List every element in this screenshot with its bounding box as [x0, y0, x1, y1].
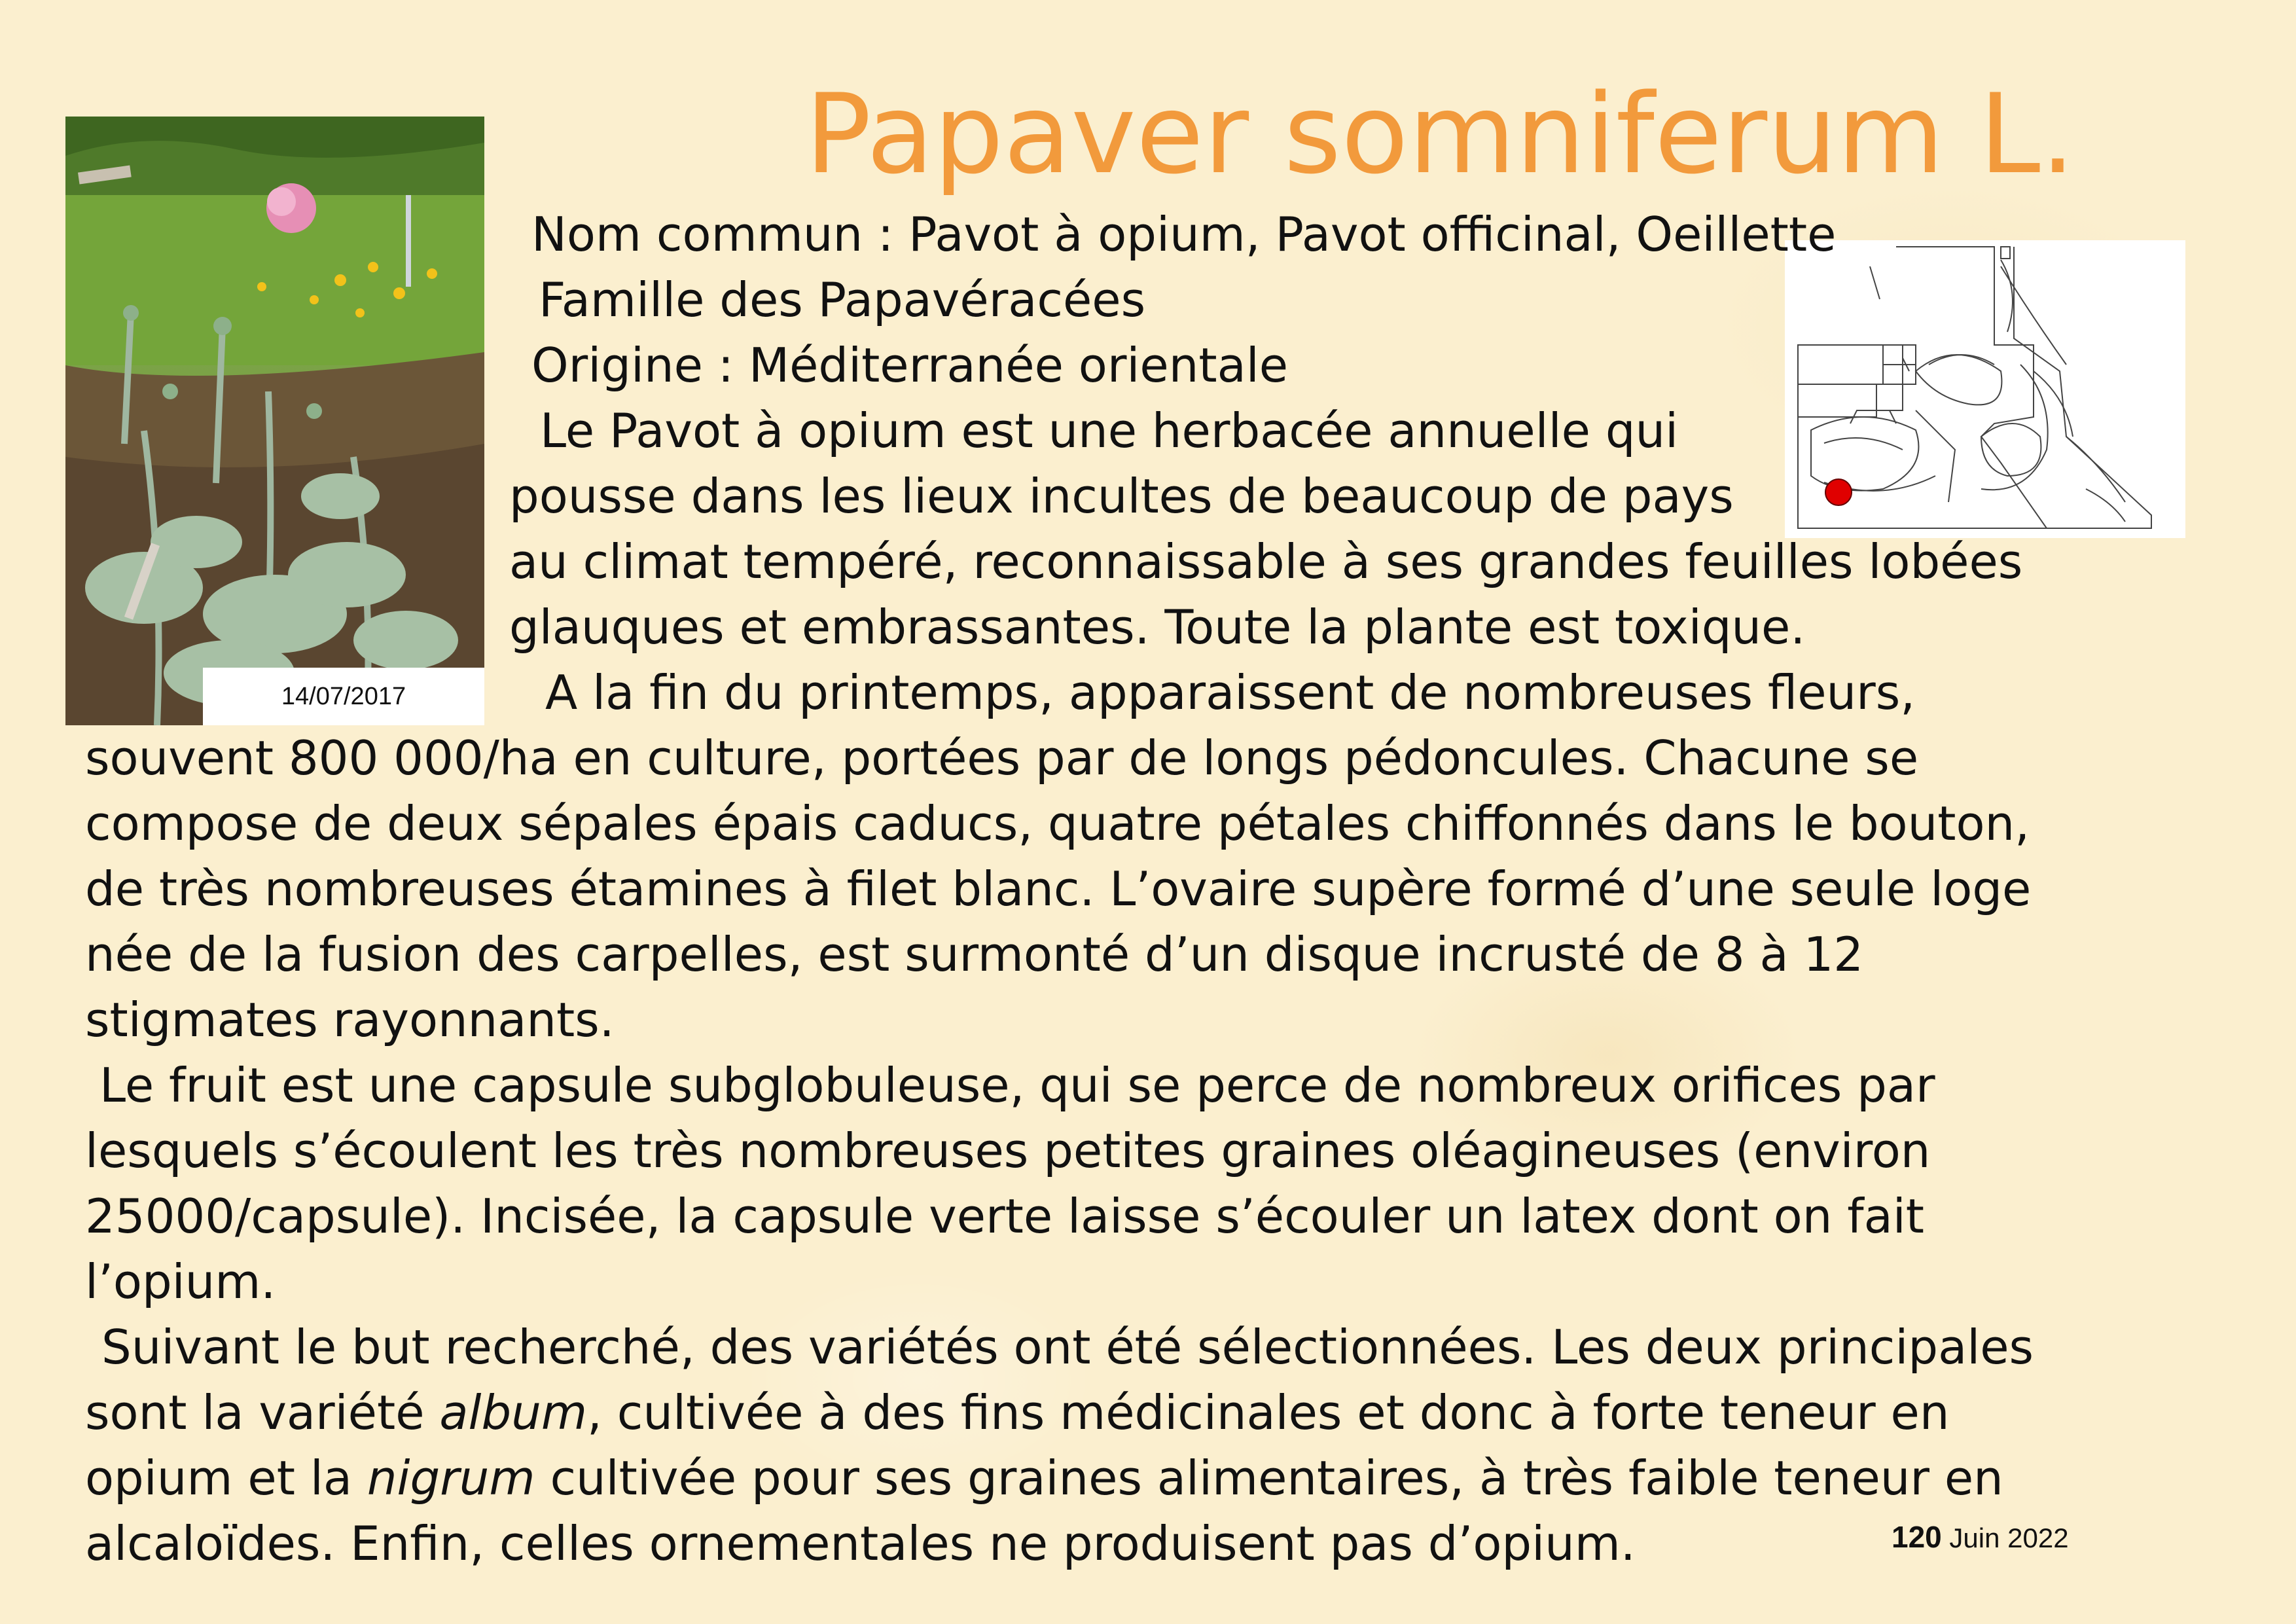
plant-photo: [65, 117, 484, 725]
text-line: lesquels s’écoulent les très nombreuses petites graines oléagineuses (environ: [85, 1123, 1931, 1178]
text-line: Suivant le but recherché, des variétés ont été sélectionnées. Les deux principales: [101, 1320, 2034, 1375]
poppy-photo-image: [65, 117, 484, 725]
garden-plan-image: [1785, 240, 2185, 538]
text-line: l’opium.: [85, 1254, 276, 1309]
text-line: Le fruit est une capsule subglobuleuse, qui se perce de nombreux orifices par: [99, 1058, 1935, 1113]
page-number: 120: [1892, 1520, 1942, 1554]
page-title: Papaver somniferum L.: [805, 70, 2075, 198]
text-line: [85, 1445, 2003, 1511]
text-line: compose de deux sépales épais caducs, quatre pétales chiffonnés dans le bouton,: [85, 796, 2030, 851]
text-line: stigmates rayonnants.: [85, 992, 615, 1047]
footer: [1892, 1517, 2069, 1558]
text-line: [85, 1380, 1949, 1445]
text-segment: , cultivée à des fins médicinales et donc à forte teneur en: [586, 1385, 1950, 1440]
variety-name: nigrum: [367, 1451, 535, 1506]
variety-name: album: [439, 1385, 587, 1440]
text-line: pousse dans les lieux incultes de beaucoup de pays: [509, 469, 1734, 524]
text-segment: opium et la: [85, 1451, 367, 1506]
text-line: 25000/capsule). Incisée, la capsule verte laisse s’écouler un latex dont on fait: [85, 1189, 1924, 1244]
text-line: de très nombreuses étamines à filet blanc. L’ovaire supère formé d’une seule loge: [85, 861, 2032, 916]
text-line: Nom commun : Pavot à opium, Pavot officinal, Oeillette: [531, 207, 1837, 262]
text-line: au climat tempéré, reconnaissable à ses grandes feuilles lobées: [509, 534, 2023, 589]
text-line: alcaloïdes. Enfin, celles ornementales ne produisent pas d’opium.: [85, 1516, 1636, 1571]
text-segment: cultivée pour ses graines alimentaires, à très faible teneur en: [535, 1451, 2003, 1506]
text-line: glauques et embrassantes. Toute la plante est toxique.: [509, 600, 1806, 655]
text-line: Famille des Papavéracées: [539, 272, 1146, 327]
photo-date-label: 14/07/2017: [203, 668, 484, 725]
text-line: A la fin du printemps, apparaissent de nombreuses fleurs,: [545, 665, 1916, 720]
text-line: Origine : Méditerranée orientale: [531, 338, 1289, 393]
publication-date: Juin 2022: [1949, 1523, 2069, 1553]
text-line: Le Pavot à opium est une herbacée annuelle qui: [540, 403, 1679, 458]
garden-location-map: [1785, 240, 2185, 538]
text-segment: sont la variété: [85, 1385, 440, 1440]
text-line: née de la fusion des carpelles, est surmonté d’un disque incrusté de 8 à 12: [85, 927, 1864, 982]
text-line: souvent 800 000/ha en culture, portées par de longs pédoncules. Chacune se: [85, 731, 1919, 785]
